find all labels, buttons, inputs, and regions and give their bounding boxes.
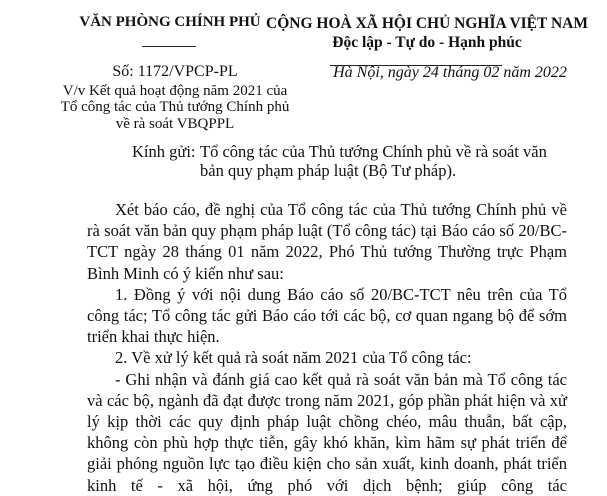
agency-underline <box>142 46 196 47</box>
document-reference <box>60 64 290 132</box>
national-header <box>262 14 592 52</box>
issuing-agency: VĂN PHÒNG CHÍNH PHỦ <box>79 14 261 30</box>
body-paragraph: 2. Về xử lý kết quả rà soát năm 2021 của Tổ công tác: <box>115 348 472 368</box>
national-motto: Độc lập - Tự do - Hạnh phúc <box>332 34 522 51</box>
document-date: Hà Nội, ngày 24 tháng 02 năm 2022 <box>333 64 567 81</box>
document-number: Số: 1172/VPCP-PL <box>112 63 238 80</box>
body-paragraph: - Ghi nhận và đánh giá cao kết quả rà soát văn bản mà Tổ công tác và các bộ, ngành đã đạt được trong năm 2021, góp phần phát hiện và xử lý kịp thời các quy định pháp luật chồng chéo, mâu thuẫn, bất cập, không còn phù hợp thực tiễn, gây khó khăn, kìm hãm sự phát triển để giải phóng nguồn lực tạo điều kiện cho sản xuất, kinh doanh, phát triển kinh tế - xã hội, ứng phó với dịch bệnh; giúp công tác <box>87 369 567 495</box>
country-name: CỘNG HOÀ XÃ HỘI CHỦ NGHĨA VIỆT NAM <box>266 15 588 32</box>
document-subject: V/v Kết quả hoạt động năm 2021 của Tổ công tác của Thủ tướng Chính phủ về rà soát VBQPPL <box>60 82 290 132</box>
body-paragraph: Xét báo cáo, đề nghị của Tổ công tác của Thủ tướng Chính phủ về rà soát văn bản quy phạm pháp luật (Tổ công tác) tại Báo cáo số 20/BC-TCT ngày 28 tháng 01 năm 2022, Phó Thủ tướng Thường trực Phạm Bình Minh có ý kiến như sau: <box>87 200 567 283</box>
recipient-text: Tổ công tác của Thủ tướng Chính phủ về rà soát văn bản quy phạm pháp luật (Bộ Tư pháp). <box>200 142 547 180</box>
body-paragraph: 1. Đồng ý với nội dung Báo cáo số 20/BC-TCT nêu trên của Tổ công tác; Tổ công tác gửi Báo cáo tới các bộ, cơ quan ngang bộ để sớm triển khai thực hiện. <box>87 284 567 347</box>
recipient-label: Kính gửi: <box>132 142 196 161</box>
document-body <box>87 199 567 496</box>
